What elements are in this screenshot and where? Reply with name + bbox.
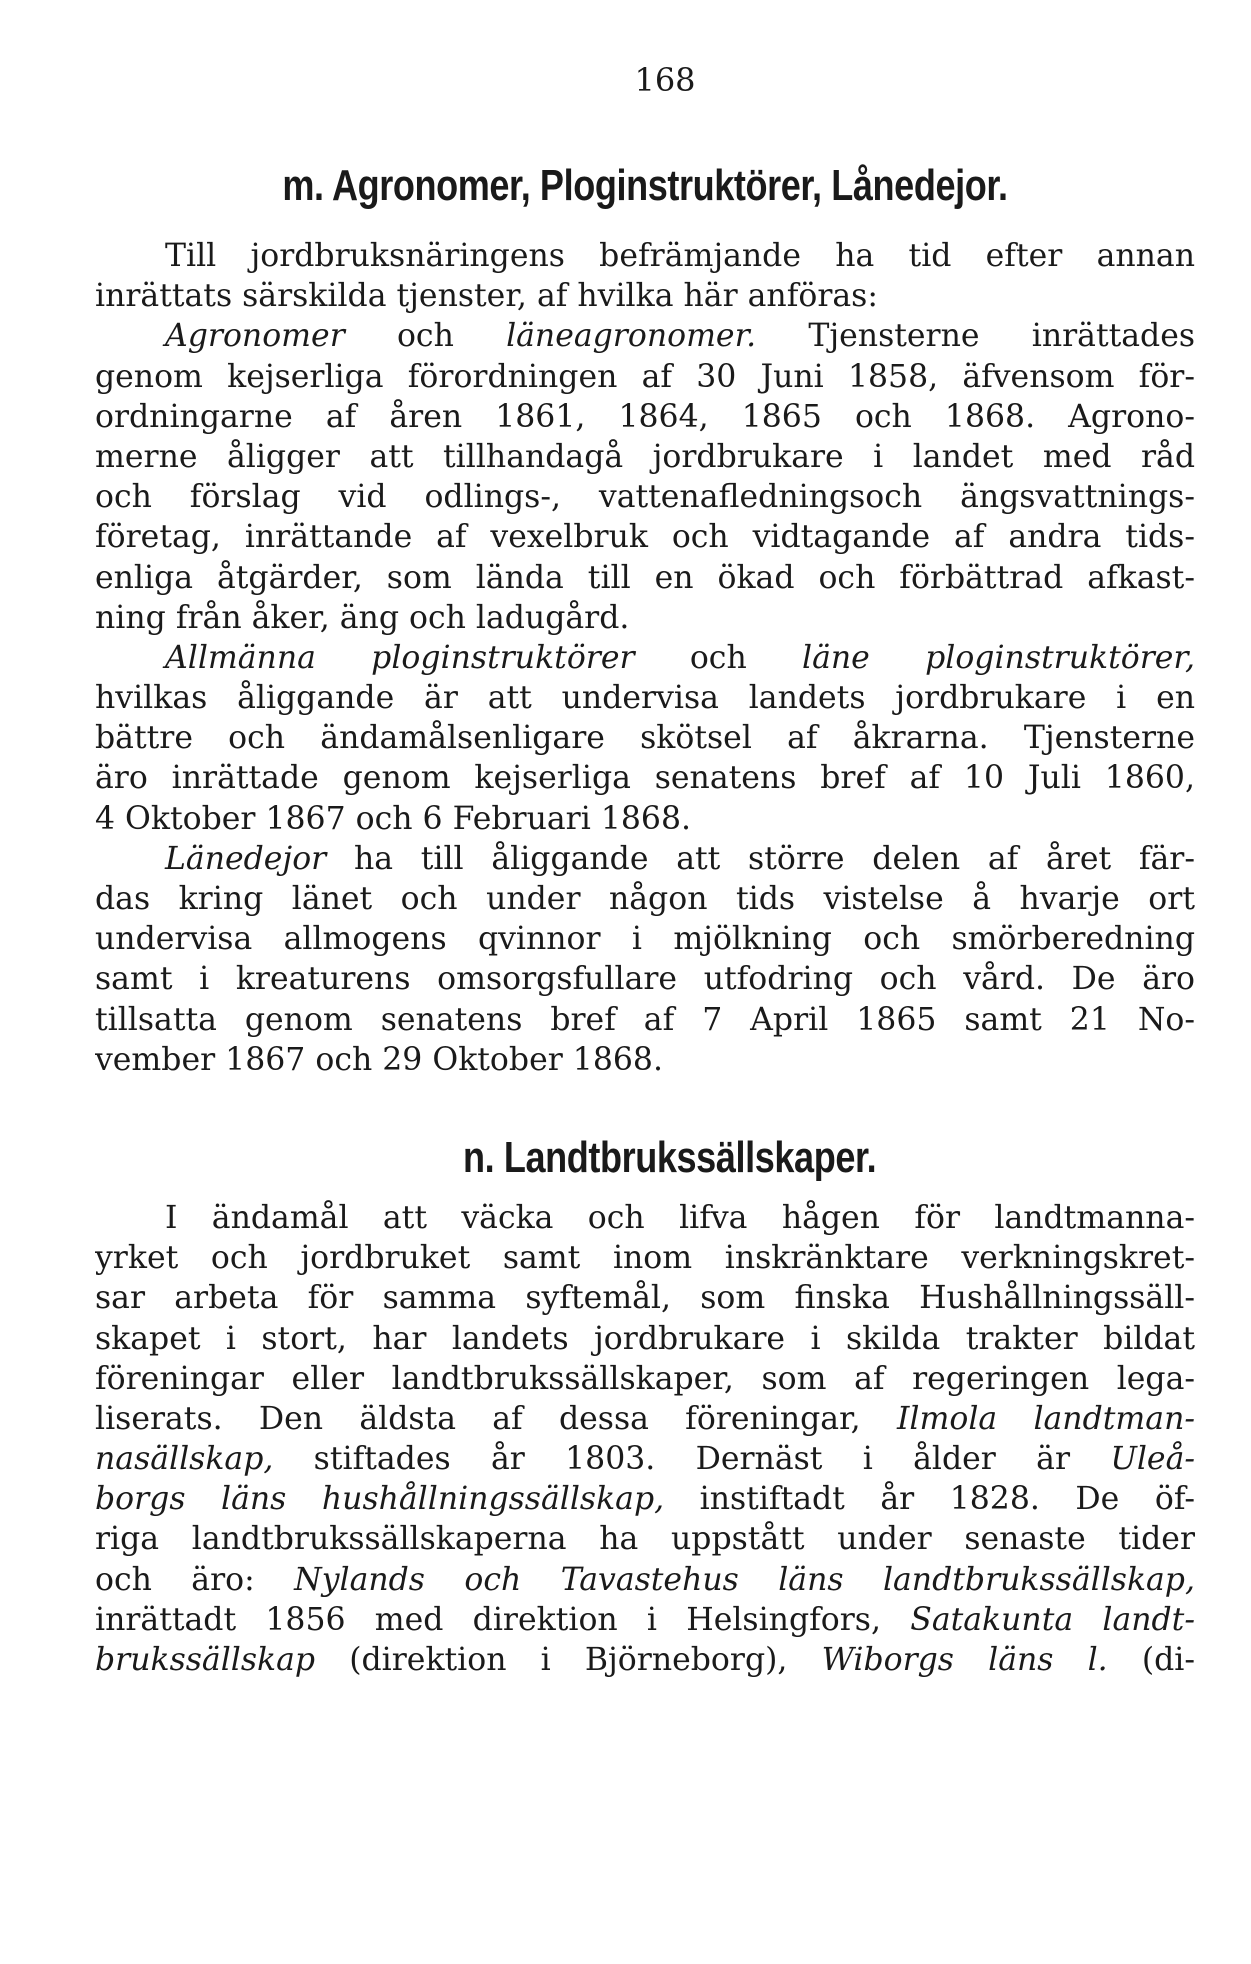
- text-run: inrättadt 1856 med direktion i Helsingfors,: [95, 1601, 911, 1638]
- italic-text: Satakunta landt-: [910, 1601, 1195, 1638]
- italic-text: Ilmola landtman-: [896, 1400, 1195, 1437]
- text-run: ning från åker, äng och ladugård.: [95, 599, 630, 636]
- text-line: [95, 558, 1195, 598]
- text-run: tillsatta genom senatens bref af 7 April 1865 samt 21 No-: [95, 1001, 1195, 1038]
- text-run: samt i kreaturens omsorgsfullare utfodring och vård. De äro: [95, 961, 1195, 998]
- text-line: [95, 1519, 1195, 1559]
- text-run: bättre och ändamålsenligare skötsel af åkrarna. Tjensterne: [95, 720, 1195, 757]
- text-run: (di-: [1107, 1642, 1195, 1678]
- text-line: [95, 718, 1195, 758]
- text-run: inrättats särskilda tjenster, af hvilka här anföras:: [95, 278, 878, 315]
- text-run: merne åligger att tillhandagå jordbrukare i landet med råd: [95, 438, 1195, 475]
- text-line: [95, 357, 1195, 397]
- italic-text: borgs läns hushållningssällskap,: [95, 1481, 665, 1518]
- text-run: yrket och jordbruket samt inom inskränktare verkningskret-: [95, 1240, 1195, 1277]
- text-run: ordningarne af åren 1861, 1864, 1865 och 1868. Agrono-: [95, 398, 1195, 435]
- italic-text: läne ploginstruktörer,: [802, 639, 1195, 676]
- text-line: [95, 1640, 1195, 1680]
- italic-text: Nylands och Tavastehus läns landtbrukssällskap,: [294, 1561, 1195, 1598]
- text-run: föreningar eller landtbrukssällskaper, som af regeringen lega-: [95, 1360, 1195, 1397]
- text-run: hvilkas åliggande är att undervisa landets jordbrukare i en: [95, 680, 1195, 717]
- text-line: [95, 276, 1195, 316]
- text-line: [95, 517, 1195, 557]
- text-line: [95, 1198, 1195, 1238]
- italic-text: brukssällskap: [95, 1642, 316, 1678]
- text-run: stiftades år 1803. Dernäst i ålder är: [273, 1441, 1111, 1478]
- italic-text: Wiborgs läns l.: [821, 1642, 1108, 1678]
- text-line: [95, 879, 1195, 919]
- text-run: och: [634, 639, 803, 676]
- text-run: liserats. Den äldsta af dessa föreningar,: [95, 1400, 897, 1437]
- text-line: [95, 1600, 1195, 1640]
- text-line: [95, 1319, 1195, 1359]
- italic-text: läneagronomer.: [506, 318, 757, 355]
- text-line: [95, 839, 1195, 879]
- italic-text: Länedejor: [165, 840, 327, 877]
- text-line: [95, 477, 1195, 517]
- book-page: [95, 60, 1195, 1680]
- italic-text: Agronomer: [165, 318, 345, 355]
- text-run: och förslag vid odlings-, vattenafledningsoch ängsvattnings-: [95, 479, 1195, 516]
- section-body-landtbrukssallskaper: [95, 1198, 1195, 1680]
- text-line: [95, 236, 1195, 276]
- text-line: [95, 678, 1195, 718]
- italic-text: Allmänna ploginstruktörer: [165, 639, 635, 676]
- page-number: 168: [634, 61, 696, 99]
- text-line: [95, 1000, 1195, 1040]
- text-run: riga landtbrukssällskaperna ha uppstått under senaste tider: [95, 1521, 1195, 1558]
- text-run: företag, inrättande af vexelbruk och vidtagande af andra tids-: [95, 519, 1195, 556]
- text-line: [95, 1238, 1195, 1278]
- text-run: genom kejserliga förordningen af 30 Juni 1858, äfvensom för-: [95, 358, 1195, 395]
- text-line: [95, 598, 1195, 638]
- text-line: [95, 919, 1195, 959]
- text-run: (direktion i Björneborg),: [315, 1642, 822, 1678]
- text-line: [95, 1040, 1195, 1080]
- text-run: äro inrättade genom kejserliga senatens bref af 10 Juli 1860,: [95, 760, 1195, 797]
- text-run: das kring länet och under någon tids vistelse å hvarje ort: [95, 881, 1195, 917]
- section-body-agronomer: [95, 236, 1195, 1080]
- text-run: 4 Oktober 1867 och 6 Februari 1868.: [95, 800, 691, 837]
- italic-text: Uleå-: [1110, 1441, 1195, 1478]
- text-run: och äro:: [95, 1561, 295, 1598]
- text-run: vember 1867 och 29 Oktober 1868.: [95, 1041, 663, 1078]
- text-run: Tjensterne inrättades: [756, 318, 1195, 355]
- text-line: [95, 1439, 1195, 1479]
- text-line: [95, 1278, 1195, 1318]
- text-line: [95, 1479, 1195, 1519]
- text-run: enliga åtgärder, som lända till en ökad och förbättrad afkast-: [95, 559, 1195, 596]
- section-heading-landtbrukssallskaper: n. Landtbrukssällskaper.: [462, 1132, 877, 1182]
- text-run: ha till åliggande att större delen af året fär-: [326, 840, 1195, 877]
- text-run: instiftadt år 1828. De öf-: [664, 1481, 1195, 1518]
- text-line: [95, 437, 1195, 477]
- section-heading-agronomer: m. Agronomer, Ploginstruktörer, Lånedejor.: [282, 161, 1008, 210]
- text-line: [95, 1359, 1195, 1399]
- text-line: [95, 397, 1195, 437]
- text-line: [95, 1399, 1195, 1439]
- text-line: [95, 1560, 1195, 1600]
- text-run: undervisa allmogens qvinnor i mjölkning och smörberedning: [95, 921, 1195, 958]
- text-run: sar arbeta för samma syftemål, som finska Hushållningssäll-: [95, 1280, 1195, 1317]
- text-line: [95, 959, 1195, 999]
- text-line: [95, 799, 1195, 839]
- text-run: och: [344, 318, 507, 355]
- text-run: Till jordbruksnäringens befrämjande ha tid efter annan: [165, 238, 1195, 274]
- text-line: [95, 758, 1195, 798]
- text-line: [95, 316, 1195, 356]
- text-run: I ändamål att väcka och lifva hågen för landtmanna-: [165, 1199, 1195, 1236]
- text-run: skapet i stort, har landets jordbrukare i skilda trakter bildat: [95, 1320, 1195, 1357]
- text-line: [95, 638, 1195, 678]
- italic-text: nasällskap,: [95, 1441, 274, 1478]
